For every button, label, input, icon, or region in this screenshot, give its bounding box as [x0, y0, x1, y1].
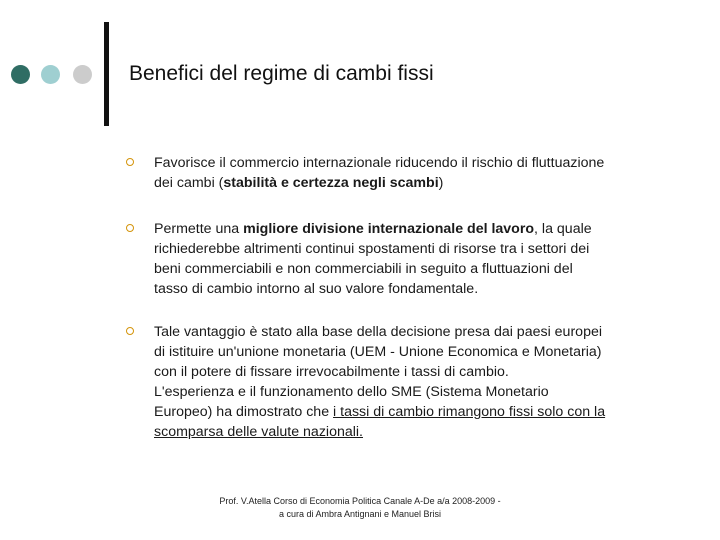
text-segment: L'esperienza e il funzionamento dello SME (Sistema Monetario — [154, 384, 549, 400]
text-line — [154, 153, 674, 173]
text-segment: ) — [438, 175, 444, 191]
text-segment: dei cambi ( — [154, 175, 224, 191]
text-segment: , la quale — [534, 221, 592, 237]
text-segment: con il potere di fissare irrevocabilmente i tassi di cambio. — [154, 364, 509, 380]
text-segment: Tale vantaggio è stato alla base della decisione presa dai paesi europei — [154, 324, 602, 340]
footer-line-1: Prof. V.Atella Corso di Economia Politica Canale A-De a/a 2008-2009 - — [219, 496, 501, 506]
slide-footer — [200, 495, 520, 521]
decor-dot-light-blue-icon — [41, 65, 60, 84]
text-segment: di istituire un'unione monetaria (UEM - Unione Economica e Monetaria) — [154, 344, 602, 360]
text-line — [154, 342, 674, 362]
text-line — [154, 422, 674, 442]
text-line — [154, 362, 674, 382]
text-segment: beni commerciabili e non commerciabili in seguito a fluttuazioni del — [154, 261, 573, 277]
bullet-ring-icon — [126, 224, 134, 232]
text-line — [154, 259, 674, 279]
footer-line-2: a cura di Ambra Antignani e Manuel Brisi — [278, 509, 442, 519]
text-segment: Permette una — [154, 221, 244, 237]
underlined-text-segment: scomparsa delle valute nazionali. — [154, 424, 363, 440]
text-line — [154, 279, 674, 299]
text-line — [154, 219, 674, 239]
text-segment: Europeo) ha dimostrato che — [154, 404, 334, 420]
underlined-text-segment: i tassi di cambio rimangono fissi solo con la — [333, 404, 606, 420]
text-segment: richiederebbe altrimenti continui spostamenti di risorse tra i settori dei — [154, 241, 590, 257]
text-line — [154, 239, 674, 259]
bullet-paragraph-1 — [154, 153, 674, 193]
bullet-ring-icon — [126, 158, 134, 166]
bold-text-segment: migliore divisione internazionale del lavoro — [243, 221, 535, 237]
decor-dot-teal-icon — [11, 65, 30, 84]
text-line — [154, 382, 674, 402]
bullet-paragraph-3 — [154, 322, 674, 442]
bold-text-segment: stabilità e certezza negli scambi — [223, 175, 439, 191]
title-divider — [104, 22, 109, 126]
text-line — [154, 173, 674, 193]
text-segment: Favorisce il commercio internazionale riducendo il rischio di fluttuazione — [154, 155, 605, 171]
text-line — [154, 402, 674, 422]
bullet-ring-icon — [126, 327, 134, 335]
slide-title: Benefici del regime di cambi fissi — [129, 62, 434, 85]
text-segment: tasso di cambio intorno al suo valore fondamentale. — [154, 281, 479, 297]
decor-dot-grey-icon — [73, 65, 92, 84]
text-line — [154, 322, 674, 342]
bullet-paragraph-2 — [154, 219, 674, 299]
